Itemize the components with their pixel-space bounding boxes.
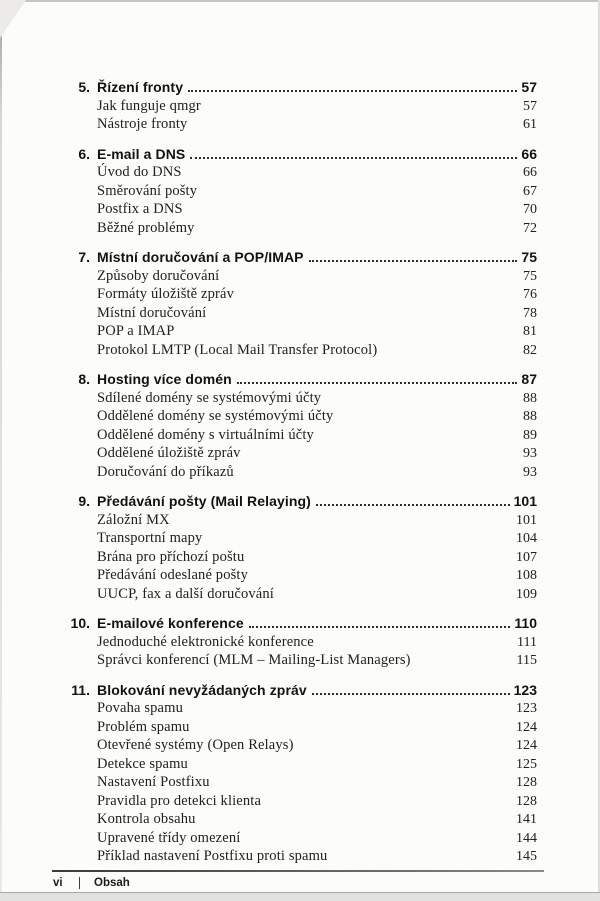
toc-chapter-entry — [60, 371, 537, 390]
chapter-title: Řízení fronty — [97, 79, 184, 95]
subsection-page-number: 70 — [523, 202, 537, 217]
toc-subsection-entry — [60, 756, 537, 775]
dot-leader — [309, 260, 518, 262]
chapter-number: 7. — [78, 249, 90, 265]
subsection-page-number: 115 — [516, 653, 537, 668]
subsection-title: Doručování do příkazů — [97, 463, 234, 480]
toc-chapter — [60, 371, 537, 482]
subsection-page-number: 81 — [523, 324, 537, 339]
subsection-title: Nástroje fronty — [97, 116, 188, 132]
toc-subsection-entry — [60, 737, 537, 756]
subsection-title: UUCP, fax a další doručování — [97, 585, 274, 602]
subsection-page-number: 75 — [523, 268, 537, 284]
toc-subsection-entry — [60, 98, 537, 117]
chapter-title: Hosting více domén — [97, 371, 232, 387]
subsection-page-number: 141 — [516, 812, 537, 827]
subsection-title: Nastavení Postfixu — [97, 774, 210, 790]
subsection-title: Úvod do DNS — [97, 164, 182, 180]
chapter-number: 9. — [78, 493, 90, 509]
table-of-contents — [60, 79, 537, 867]
toc-subsection-entry — [60, 286, 537, 305]
dot-leader — [316, 504, 510, 506]
toc-subsection-entry — [60, 549, 537, 568]
subsection-page-number: 101 — [516, 512, 537, 528]
subsection-title: Otevřené systémy (Open Relays) — [97, 737, 294, 753]
subsection-title: Upravené třídy omezení — [97, 829, 241, 846]
subsection-page-number: 109 — [516, 586, 537, 602]
chapter-page-number: 110 — [514, 615, 537, 631]
subsection-title: Místní doručování — [97, 304, 207, 321]
chapter-page-number: 57 — [521, 79, 537, 95]
subsection-title: Způsoby doručování — [97, 267, 220, 284]
toc-subsection-entry — [60, 830, 537, 849]
subsection-title: Směrování pošty — [97, 182, 198, 199]
subsection-title: Běžné problémy — [97, 219, 195, 236]
dot-leader — [312, 693, 510, 695]
toc-subsection-entry — [60, 848, 537, 867]
subsection-page-number: 82 — [523, 342, 537, 358]
toc-subsection-entry — [60, 445, 537, 464]
subsection-title: Detekce spamu — [97, 755, 188, 772]
toc-subsection-entry — [60, 586, 537, 605]
toc-chapter — [60, 249, 537, 360]
chapter-title: Předávání pošty (Mail Relaying) — [97, 493, 311, 509]
subsection-page-number: 89 — [523, 427, 537, 443]
toc-subsection-entry — [60, 201, 537, 220]
subsection-page-number: 104 — [516, 531, 537, 546]
subsection-title: Předávání odeslané pošty — [97, 567, 248, 583]
subsection-page-number: 57 — [523, 98, 537, 114]
chapter-title: E-mail a DNS — [97, 145, 186, 162]
subsection-page-number: 111 — [517, 634, 537, 650]
chapter-title: E-mailové konference — [97, 615, 244, 631]
toc-chapter-entry — [60, 249, 537, 268]
chapter-number: 11. — [71, 681, 90, 698]
toc-subsection-entry — [60, 220, 537, 239]
subsection-page-number: 125 — [516, 756, 537, 772]
subsection-page-number: 124 — [516, 719, 537, 735]
dot-leader — [237, 382, 518, 384]
page-corner-fold — [0, 0, 26, 38]
toc-subsection-entry — [60, 342, 537, 361]
subsection-title: Záložní MX — [97, 511, 170, 528]
toc-subsection-entry — [60, 811, 537, 830]
subsection-title: Formáty úložiště zpráv — [97, 286, 234, 302]
footer-section-title: Obsah — [94, 877, 130, 889]
toc-subsection-entry — [60, 390, 537, 409]
subsection-page-number: 66 — [523, 165, 537, 180]
subsection-page-number: 145 — [516, 849, 537, 864]
toc-subsection-entry — [60, 305, 537, 324]
subsection-page-number: 76 — [523, 287, 537, 302]
scan-edge-left — [0, 0, 2, 901]
subsection-title: Transportní mapy — [97, 530, 203, 546]
toc-chapter-entry — [60, 682, 537, 701]
chapter-page-number: 101 — [513, 493, 537, 509]
chapter-page-number: 87 — [521, 371, 537, 387]
scan-edge-bottom — [0, 892, 600, 901]
subsection-page-number: 88 — [523, 390, 537, 406]
subsection-title: Jak funguje qmgr — [97, 97, 201, 114]
subsection-page-number: 67 — [523, 183, 537, 199]
subsection-page-number: 72 — [523, 220, 537, 236]
toc-chapter — [60, 493, 537, 604]
toc-subsection-entry — [60, 652, 537, 671]
chapter-number: 6. — [78, 145, 90, 162]
subsection-title: Správci konferencí (MLM – Mailing-List Managers) — [97, 652, 411, 668]
dot-leader — [190, 157, 517, 159]
subsection-page-number: 144 — [516, 830, 537, 846]
subsection-title: Pravidla pro detekci klienta — [97, 792, 262, 809]
toc-subsection-entry — [60, 116, 537, 135]
subsection-title: Sdílené domény se systémovými účty — [97, 389, 322, 406]
toc-subsection-entry — [60, 464, 537, 483]
toc-chapter — [60, 615, 537, 671]
subsection-title: Příklad nastavení Postfixu proti spamu — [97, 848, 328, 864]
chapter-title: Místní doručování a POP/IMAP — [97, 249, 304, 265]
footer-page-number: vi — [53, 877, 63, 889]
toc-chapter-entry — [60, 79, 537, 98]
chapter-number: 5. — [78, 79, 90, 95]
footer-divider — [79, 877, 80, 889]
chapter-page-number: 66 — [521, 145, 537, 162]
dot-leader — [249, 626, 511, 628]
toc-chapter-entry — [60, 146, 537, 165]
subsection-title: Oddělené úložiště zpráv — [97, 445, 241, 461]
toc-subsection-entry — [60, 268, 537, 287]
subsection-title: Problém spamu — [97, 718, 190, 735]
toc-subsection-entry — [60, 427, 537, 446]
toc-subsection-entry — [60, 512, 537, 531]
subsection-page-number: 107 — [516, 549, 537, 565]
toc-subsection-entry — [60, 634, 537, 653]
subsection-title: Kontrola obsahu — [97, 811, 196, 827]
toc-subsection-entry — [60, 700, 537, 719]
chapter-title: Blokování nevyžádaných zpráv — [97, 681, 307, 698]
toc-chapter — [60, 146, 537, 239]
toc-subsection-entry — [60, 567, 537, 586]
subsection-page-number: 93 — [523, 446, 537, 461]
subsection-title: POP a IMAP — [97, 323, 175, 339]
chapter-number: 10. — [70, 615, 90, 631]
subsection-page-number: 128 — [516, 775, 537, 790]
toc-subsection-entry — [60, 164, 537, 183]
toc-subsection-entry — [60, 183, 537, 202]
toc-subsection-entry — [60, 774, 537, 793]
subsection-page-number: 93 — [523, 464, 537, 480]
toc-subsection-entry — [60, 793, 537, 812]
subsection-title: Oddělené domény se systémovými účty — [97, 408, 334, 424]
toc-subsection-entry — [60, 530, 537, 549]
subsection-page-number: 123 — [516, 701, 537, 716]
subsection-page-number: 78 — [523, 305, 537, 321]
subsection-title: Jednoduché elektronické konference — [97, 633, 314, 650]
toc-chapter — [60, 682, 537, 867]
chapter-page-number: 75 — [521, 249, 537, 265]
page-footer — [53, 877, 130, 889]
toc-subsection-entry — [60, 408, 537, 427]
footer-rule — [52, 870, 544, 872]
subsection-page-number: 128 — [516, 793, 537, 809]
chapter-page-number: 123 — [513, 681, 537, 698]
dot-leader — [188, 90, 517, 92]
toc-subsection-entry — [60, 323, 537, 342]
toc-chapter-entry — [60, 493, 537, 512]
subsection-page-number: 88 — [523, 409, 537, 424]
toc-chapter — [60, 79, 537, 135]
toc-chapter-entry — [60, 615, 537, 634]
toc-subsection-entry — [60, 719, 537, 738]
subsection-title: Postfix a DNS — [97, 201, 183, 217]
subsection-title: Protokol LMTP (Local Mail Transfer Protocol) — [97, 341, 378, 358]
subsection-page-number: 61 — [523, 117, 537, 132]
chapter-number: 8. — [78, 371, 90, 387]
subsection-title: Povaha spamu — [97, 700, 183, 716]
scan-edge-top — [0, 0, 600, 2]
subsection-title: Oddělené domény s virtuálními účty — [97, 426, 314, 443]
subsection-title: Brána pro příchozí poštu — [97, 548, 245, 565]
subsection-page-number: 124 — [516, 738, 537, 753]
subsection-page-number: 108 — [516, 568, 537, 583]
